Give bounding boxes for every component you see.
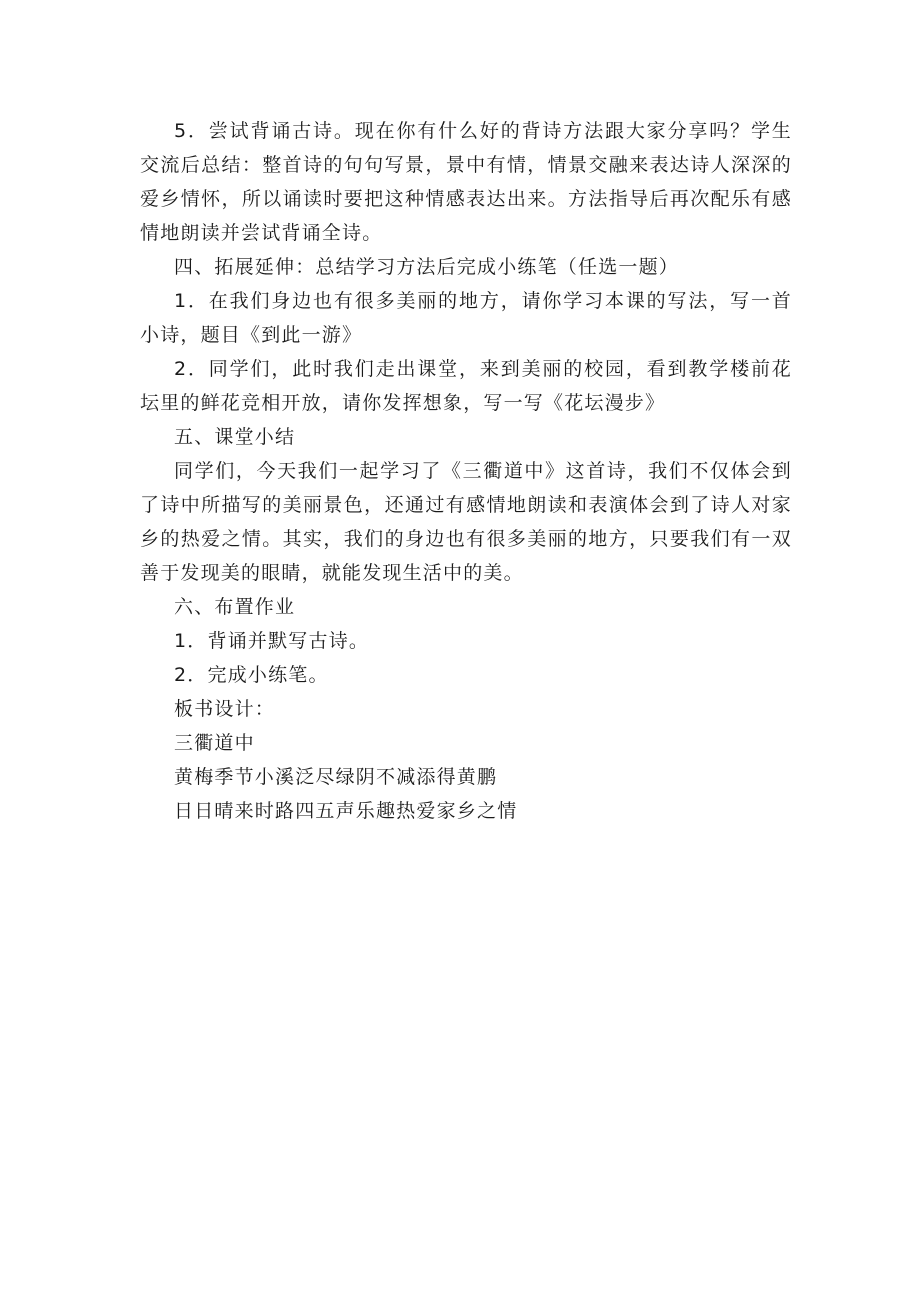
board-line-2: 日日晴来时路四五声乐趣热爱家乡之情	[174, 800, 518, 822]
paragraph-exercise-2: 2．同学们，此时我们走出课堂，来到美丽的校园，看到教学楼前花坛里的鲜花竞相开放，请你发挥想象，写一写《花坛漫步》	[140, 358, 792, 414]
heading-summary: 五、课堂小结	[174, 426, 296, 448]
board-title: 三衢道中	[174, 732, 255, 754]
paragraph-recite-poem: 5．尝试背诵古诗。现在你有什么好的背诗方法跟大家分享吗？学生交流后总结：整首诗的句句写景，景中有情，情景交融来表达诗人深深的爱乡情怀，所以诵读时要把这种情感表达出来。方法指导后再次配乐有感情地朗读并尝试背诵全诗。	[140, 120, 792, 244]
heading-board-design: 板书设计：	[174, 698, 276, 720]
paragraph-summary: 同学们，今天我们一起学习了《三衢道中》这首诗，我们不仅体会到了诗中所描写的美丽景色，还通过有感情地朗读和表演体会到了诗人对家乡的热爱之情。其实，我们的身边也有很多美丽的地方，只要我们有一双善于发现美的眼睛，就能发现生活中的美。	[140, 460, 792, 584]
document-body	[140, 114, 792, 828]
homework-item-1: 1．背诵并默写古诗。	[174, 630, 370, 652]
heading-homework: 六、布置作业	[174, 596, 296, 618]
heading-extension: 四、拓展延伸：总结学习方法后完成小练笔（任选一题）	[174, 256, 680, 278]
board-line-1: 黄梅季节小溪泛尽绿阴不减添得黄鹏	[174, 766, 498, 788]
paragraph-exercise-1: 1．在我们身边也有很多美丽的地方，请你学习本课的写法，写一首小诗，题目《到此一游》	[140, 290, 792, 346]
homework-item-2: 2．完成小练笔。	[174, 664, 329, 686]
